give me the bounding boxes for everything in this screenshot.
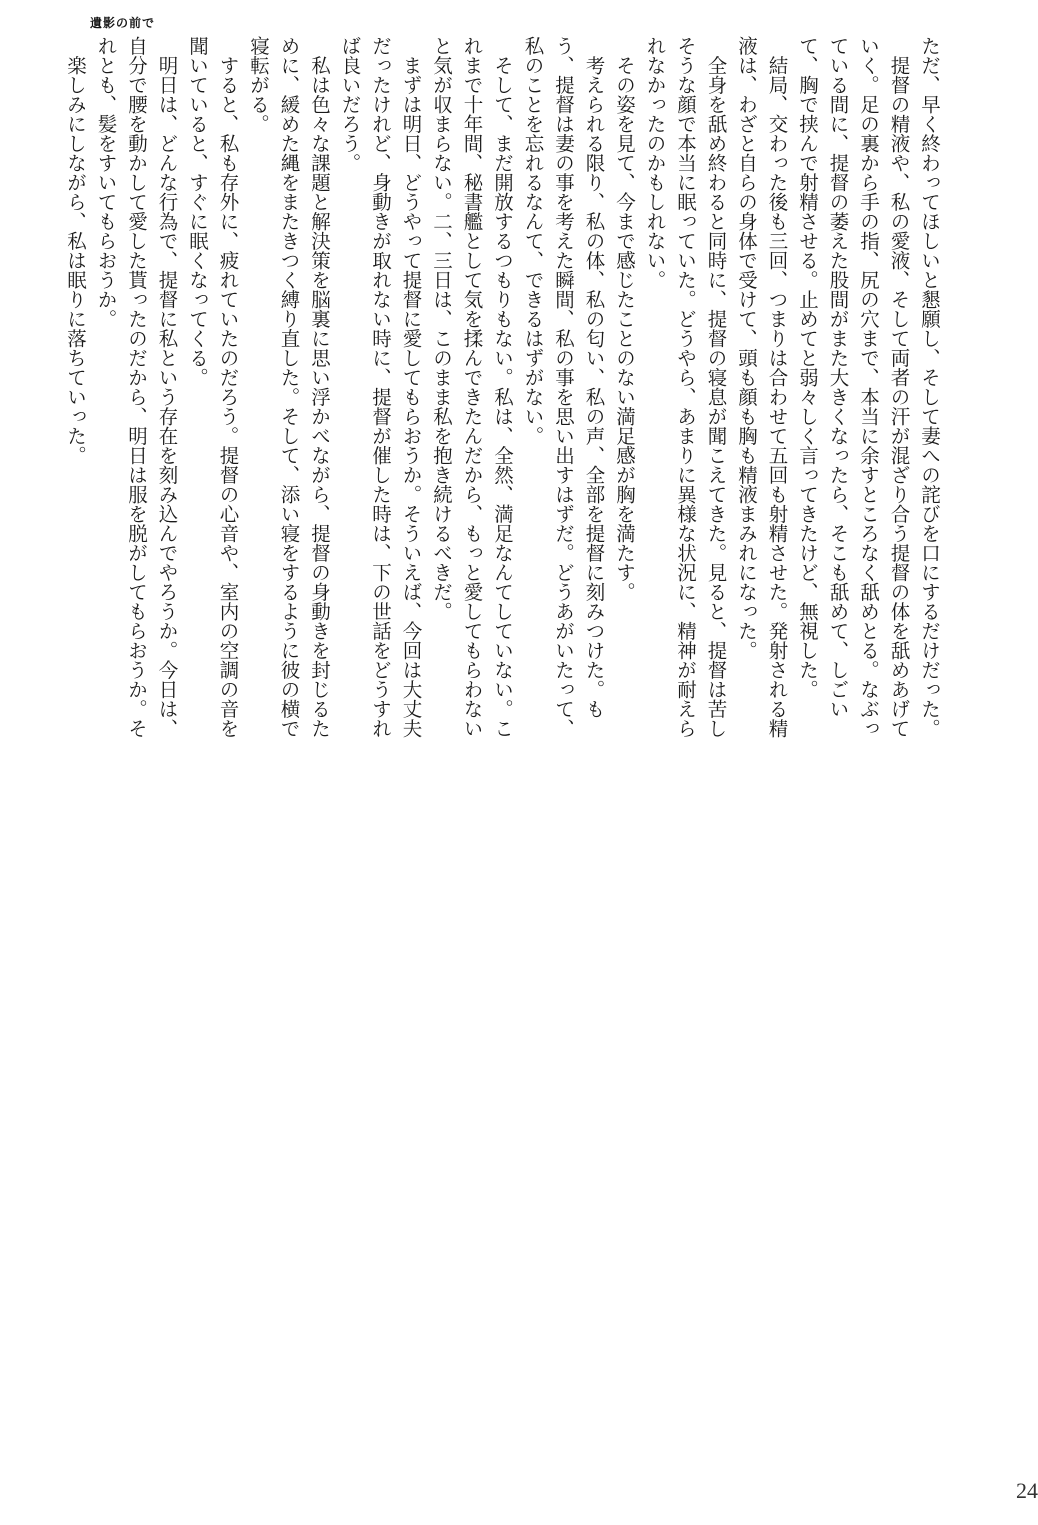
paragraph: その姿を見て、今まで感じたことのない満足感が胸を満たす。 [613,36,636,602]
paragraph: 私は色々な課題と解決策を脳裏に思い浮かべながら、提督の身動きを封じるために、緩めた縄をまたきつく縛り直した。そして、添い寝をするように彼の横で寝転がる。 [247,36,331,738]
paragraph: まずは明日、どうやって提督に愛してもらおうか。そういえば、今回は大丈夫だったけれど、身動きが取れない時に、提督が催した時は、下の世話をどうすれば良いだろう。 [338,36,423,738]
paragraph: ただ、早く終わってほしいと懇願し、そして妻への詫びを口にするだけだった。 [918,36,941,738]
paragraph: そして、まだ開放するつもりもない。私は、全然、満足なんてしていない。これまで十年間、秘書艦として気を揉んできたんだから、もっと愛してもらわないと気が収まらない。二、三日は、このまま私を抱き続けるべきだ。 [430,36,514,738]
running-header-title: 遺影の前で [90,16,156,30]
paragraph: 楽しみにしながら、私は眠りに落ちていった。 [64,36,87,465]
paragraph: 考えられる限り、私の体、私の匂い、私の声、全部を提督に刻みつけた。もう、提督は妻の事を考えた瞬間、私の事を思い出すはずだ。どうあがいたって、私のことを忘れるなんて、できるはずがない。 [521,36,606,738]
vertical-text-body [64,36,944,756]
page-number: 24 [1016,1478,1038,1503]
paragraph: 明日は、どんな行為で、提督に私という存在を刻み込んでやろうか。今日は、自分で腰を動かして愛した貰ったのだから、明日は服を脱がしてもらおうか。それとも、髪をすいてもらおうか。 [94,36,179,738]
paragraph: 全身を舐め終わると同時に、提督の寝息が聞こえてきた。見ると、提督は苦しそうな顔で本当に眠っていた。どうやら、あまりに異様な状況に、精神が耐えられなかったのかもしれない。 [643,36,728,738]
paragraph: 結局、交わった後も三回、つまりは合わせて五回も射精させた。発射される精液は、わざと自らの身体で受けて、頭も顔も胸も精液まみれになった。 [735,36,789,738]
paragraph: 提督の精液や、私の愛液、そして両者の汗が混ざり合う提督の体を舐めあげていく。足の裏から手の指、尻の穴まで、本当に余すところなく舐めとる。なぶっている間に、提督の萎えた股間がまた大きくなったら、そこも舐めて、しごいて、胸で挟んで射精させる。止めてと弱々しく言ってきたけど、無視した。 [796,36,911,738]
paragraph: すると、私も存外に、疲れていたのだろう。提督の心音や、室内の空調の音を聞いていると、すぐに眠くなってくる。 [186,36,240,738]
